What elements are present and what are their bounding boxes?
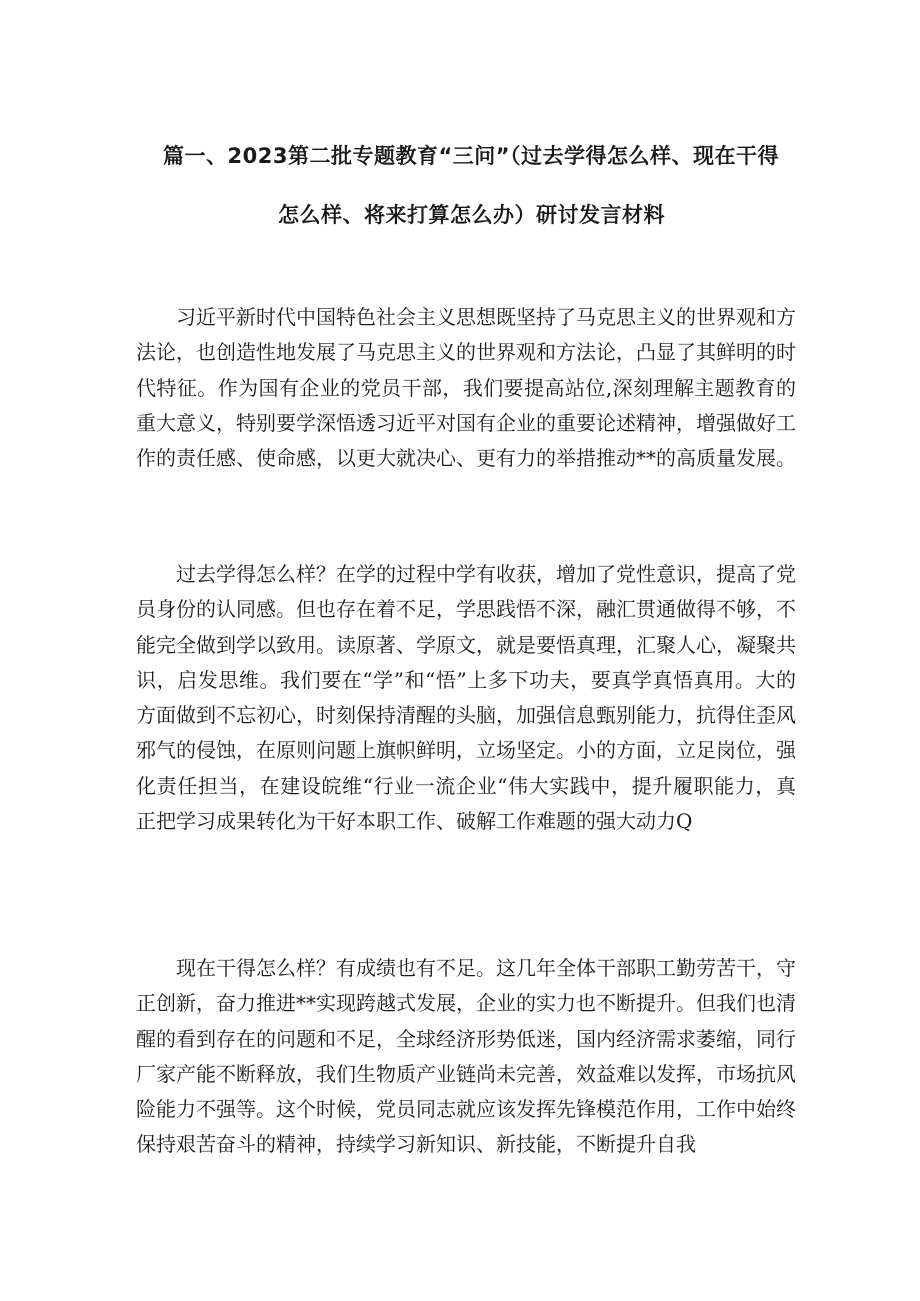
document-title-line-2: 怎么样、将来打算怎么办）研讨发言材料 <box>278 203 665 227</box>
paragraph-past-study: 过去学得怎么样？在学的过程中学有收获，增加了党性意识，提高了党员身份的认同感。但也存在着不足，学思践悟不深，融汇贯通做得不够，不能完全做到学以致用。读原著、学原文，就是要悟真理，汇聚人心，凝聚共识，启发思维。我们要在“学”和“悟”上多下功夫，要真学真悟真用。大的方面做到不忘初心，时刻保持清醒的头脑，加强信息甄别能力，抗得住歪风邪气的侵蚀，在原则问题上旗帜鲜明，立场坚定。小的方面，立足岗位，强化责任担当，在建设皖维“行业一流企业“伟大实践中，提升履职能力，真正把学习成果转化为干好本职工作、破解工作难题的强大动力Q <box>136 562 796 834</box>
paragraph-current-work: 现在干得怎么样？有成绩也有不足。这几年全体干部职工勤劳苦干，守正创新，奋力推进**实现跨越式发展，企业的实力也不断提升。但我们也清醒的看到存在的问题和不足，全球经济形势低迷，国内经济需求萎缩，同行厂家产能不断释放，我们生物质产业链尚未完善，效益难以发挥，市场抗风险能力不强等。这个时候，党员同志就应该发挥先锋模范作用，工作中始终保持艰苦奋斗的精神，持续学习新知识、新技能，不断提升自我 <box>136 956 796 1157</box>
document-title-line-1: 篇一、2023第二批专题教育“三问”（过去学得怎么样、现在干得 <box>163 144 780 168</box>
paragraph-intro: 习近平新时代中国特色社会主义思想既坚持了马克思主义的世界观和方法论，也创造性地发展了马克思主义的世界观和方法论，凸显了其鲜明的时代特征。作为国有企业的党员干部，我们要提高站位,深刻理解主题教育的重大意义，特别要学深悟透习近平对国有企业的重要论述精神，增强做好工作的责任感、使命感，以更大就决心、更有力的举措推动**的高质量发展。 <box>136 305 796 471</box>
